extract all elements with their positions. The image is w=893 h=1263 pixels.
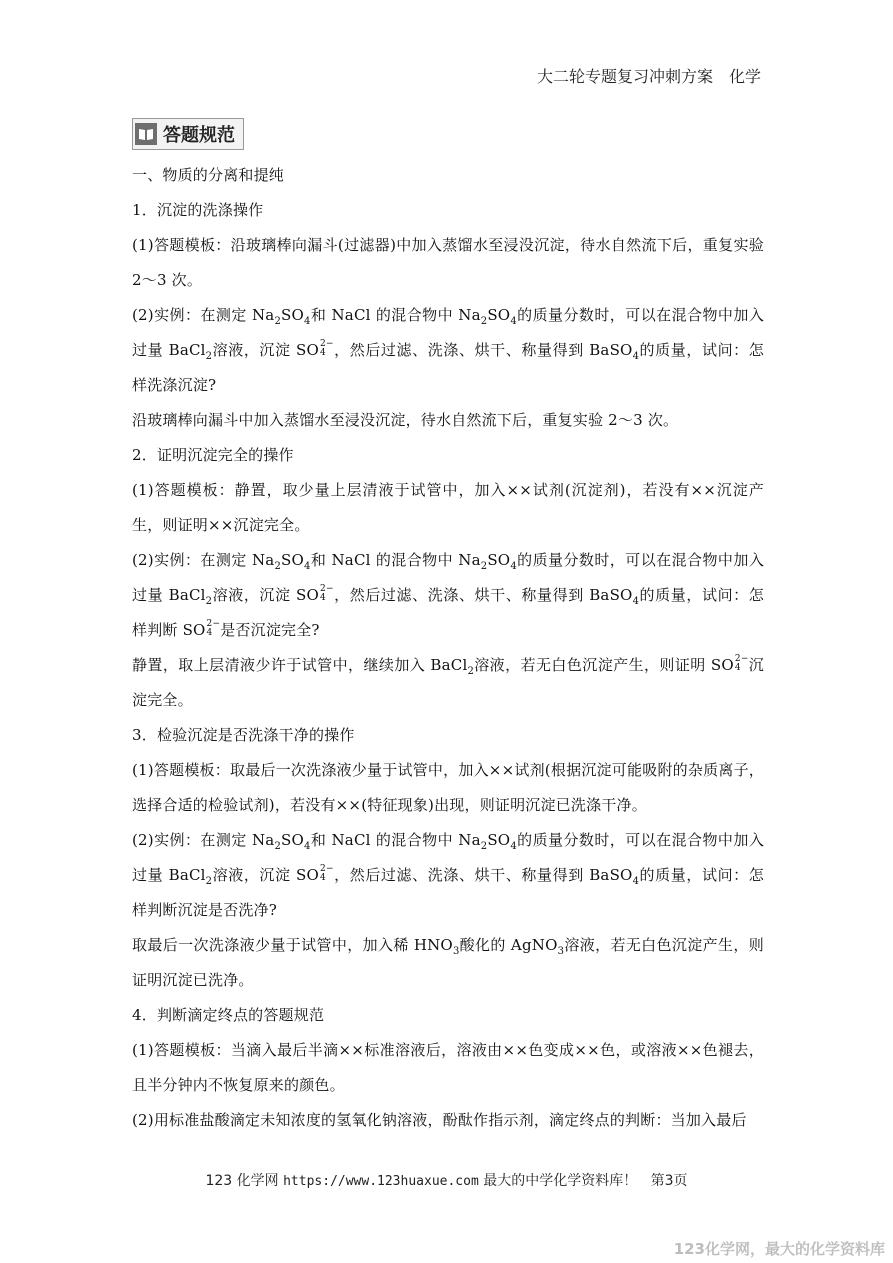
watermark: 123化学网，最大的化学资料库 <box>673 1240 885 1258</box>
document-body <box>132 158 764 1138</box>
paragraph: (2)用标准盐酸滴定未知浓度的氢氧化钠溶液，酚酞作指示剂，滴定终点的判断：当加入最后 <box>132 1111 747 1129</box>
paragraph: (2)实例：在测定 $Na_2SO_4$和 NaCl 的混合物中 $Na_2SO_4$的质量分数时，可以在混合物中加入过量 BaCl$_2$溶液，沉淀 SO 2− 4 ，然后过滤、洗涤、烘干、称量得到 BaSO$_4$的质量，试问：怎样洗涤沉淀? <box>132 306 765 394</box>
page-footer <box>0 1170 893 1190</box>
page-number: 第3页 <box>650 1173 688 1189</box>
subheading-3: 3．检验沉淀是否洗涤干净的操作 <box>132 726 355 744</box>
section-heading <box>132 118 244 150</box>
book-icon <box>135 123 157 145</box>
subheading-2: 2．证明沉淀完全的操作 <box>132 446 294 464</box>
answer: 沿玻璃棒向漏斗中加入蒸馏水至浸没沉淀，待水自然流下后，重复实验 2～3 次。 <box>132 411 679 429</box>
paragraph: (1)答题模板：静置，取少量上层清液于试管中，加入××试剂(沉淀剂)，若没有××沉淀产生，则证明××沉淀完全。 <box>132 481 764 534</box>
footer-link[interactable]: https://www.123huaxue.com <box>283 1174 479 1189</box>
paragraph: (1)答题模板：沿玻璃棒向漏斗(过滤器)中加入蒸馏水至浸没沉淀，待水自然流下后，重复实验 2～3 次。 <box>132 236 764 289</box>
subheading-1: 1．沉淀的洗涤操作 <box>132 201 264 219</box>
subheading-4: 4．判断滴定终点的答题规范 <box>132 1006 325 1024</box>
answer: 取最后一次洗涤液少量于试管中，加入稀 $HNO_3$酸化的 AgNO$_3$溶液，若无白色沉淀产生，则证明沉淀已洗净。 <box>132 936 764 989</box>
heading-1: 一、物质的分离和提纯 <box>132 166 285 184</box>
paragraph: (1)答题模板：当滴入最后半滴××标准溶液后，溶液由××色变成××色，或溶液××色褪去，且半分钟内不恢复原来的颜色。 <box>132 1041 764 1094</box>
answer: 静置，取上层清液少许于试管中，继续加入 BaCl$_2$溶液，若无白色沉淀产生，则证明 SO 2− 4 沉淀完全。 <box>132 654 765 709</box>
paragraph: (1)答题模板：取最后一次洗涤液少量于试管中，加入××试剂(根据沉淀可能吸附的杂质离子，选择合适的检验试剂)，若没有××(特征现象)出现，则证明沉淀已洗涤干净。 <box>132 761 764 814</box>
paragraph: (2)实例：在测定 $Na_2SO_4$和 NaCl 的混合物中 $Na_2SO_4$的质量分数时，可以在混合物中加入过量 BaCl$_2$溶液，沉淀 SO 2− 4 ，然后过滤、洗涤、烘干、称量得到 BaSO$_4$的质量，试问：怎样判断沉淀是否洗净? <box>132 831 765 919</box>
footer-site: 123 化学网 <box>205 1173 279 1189</box>
header-title: 大二轮专题复习冲刺方案 化学 <box>536 67 761 86</box>
paragraph: (2)实例：在测定 $Na_2SO_4$和 NaCl 的混合物中 $Na_2SO_4$的质量分数时，可以在混合物中加入过量 BaCl$_2$溶液，沉淀 SO 2− 4 ，然后过滤、洗涤、烘干、称量得到 BaSO$_4$的质量，试问：怎样判断 SO 2− 4 是否沉淀完全? <box>132 551 765 639</box>
section-title: 答题规范 <box>163 125 235 146</box>
footer-slogan: 最大的中学化学资料库！ <box>483 1173 638 1189</box>
